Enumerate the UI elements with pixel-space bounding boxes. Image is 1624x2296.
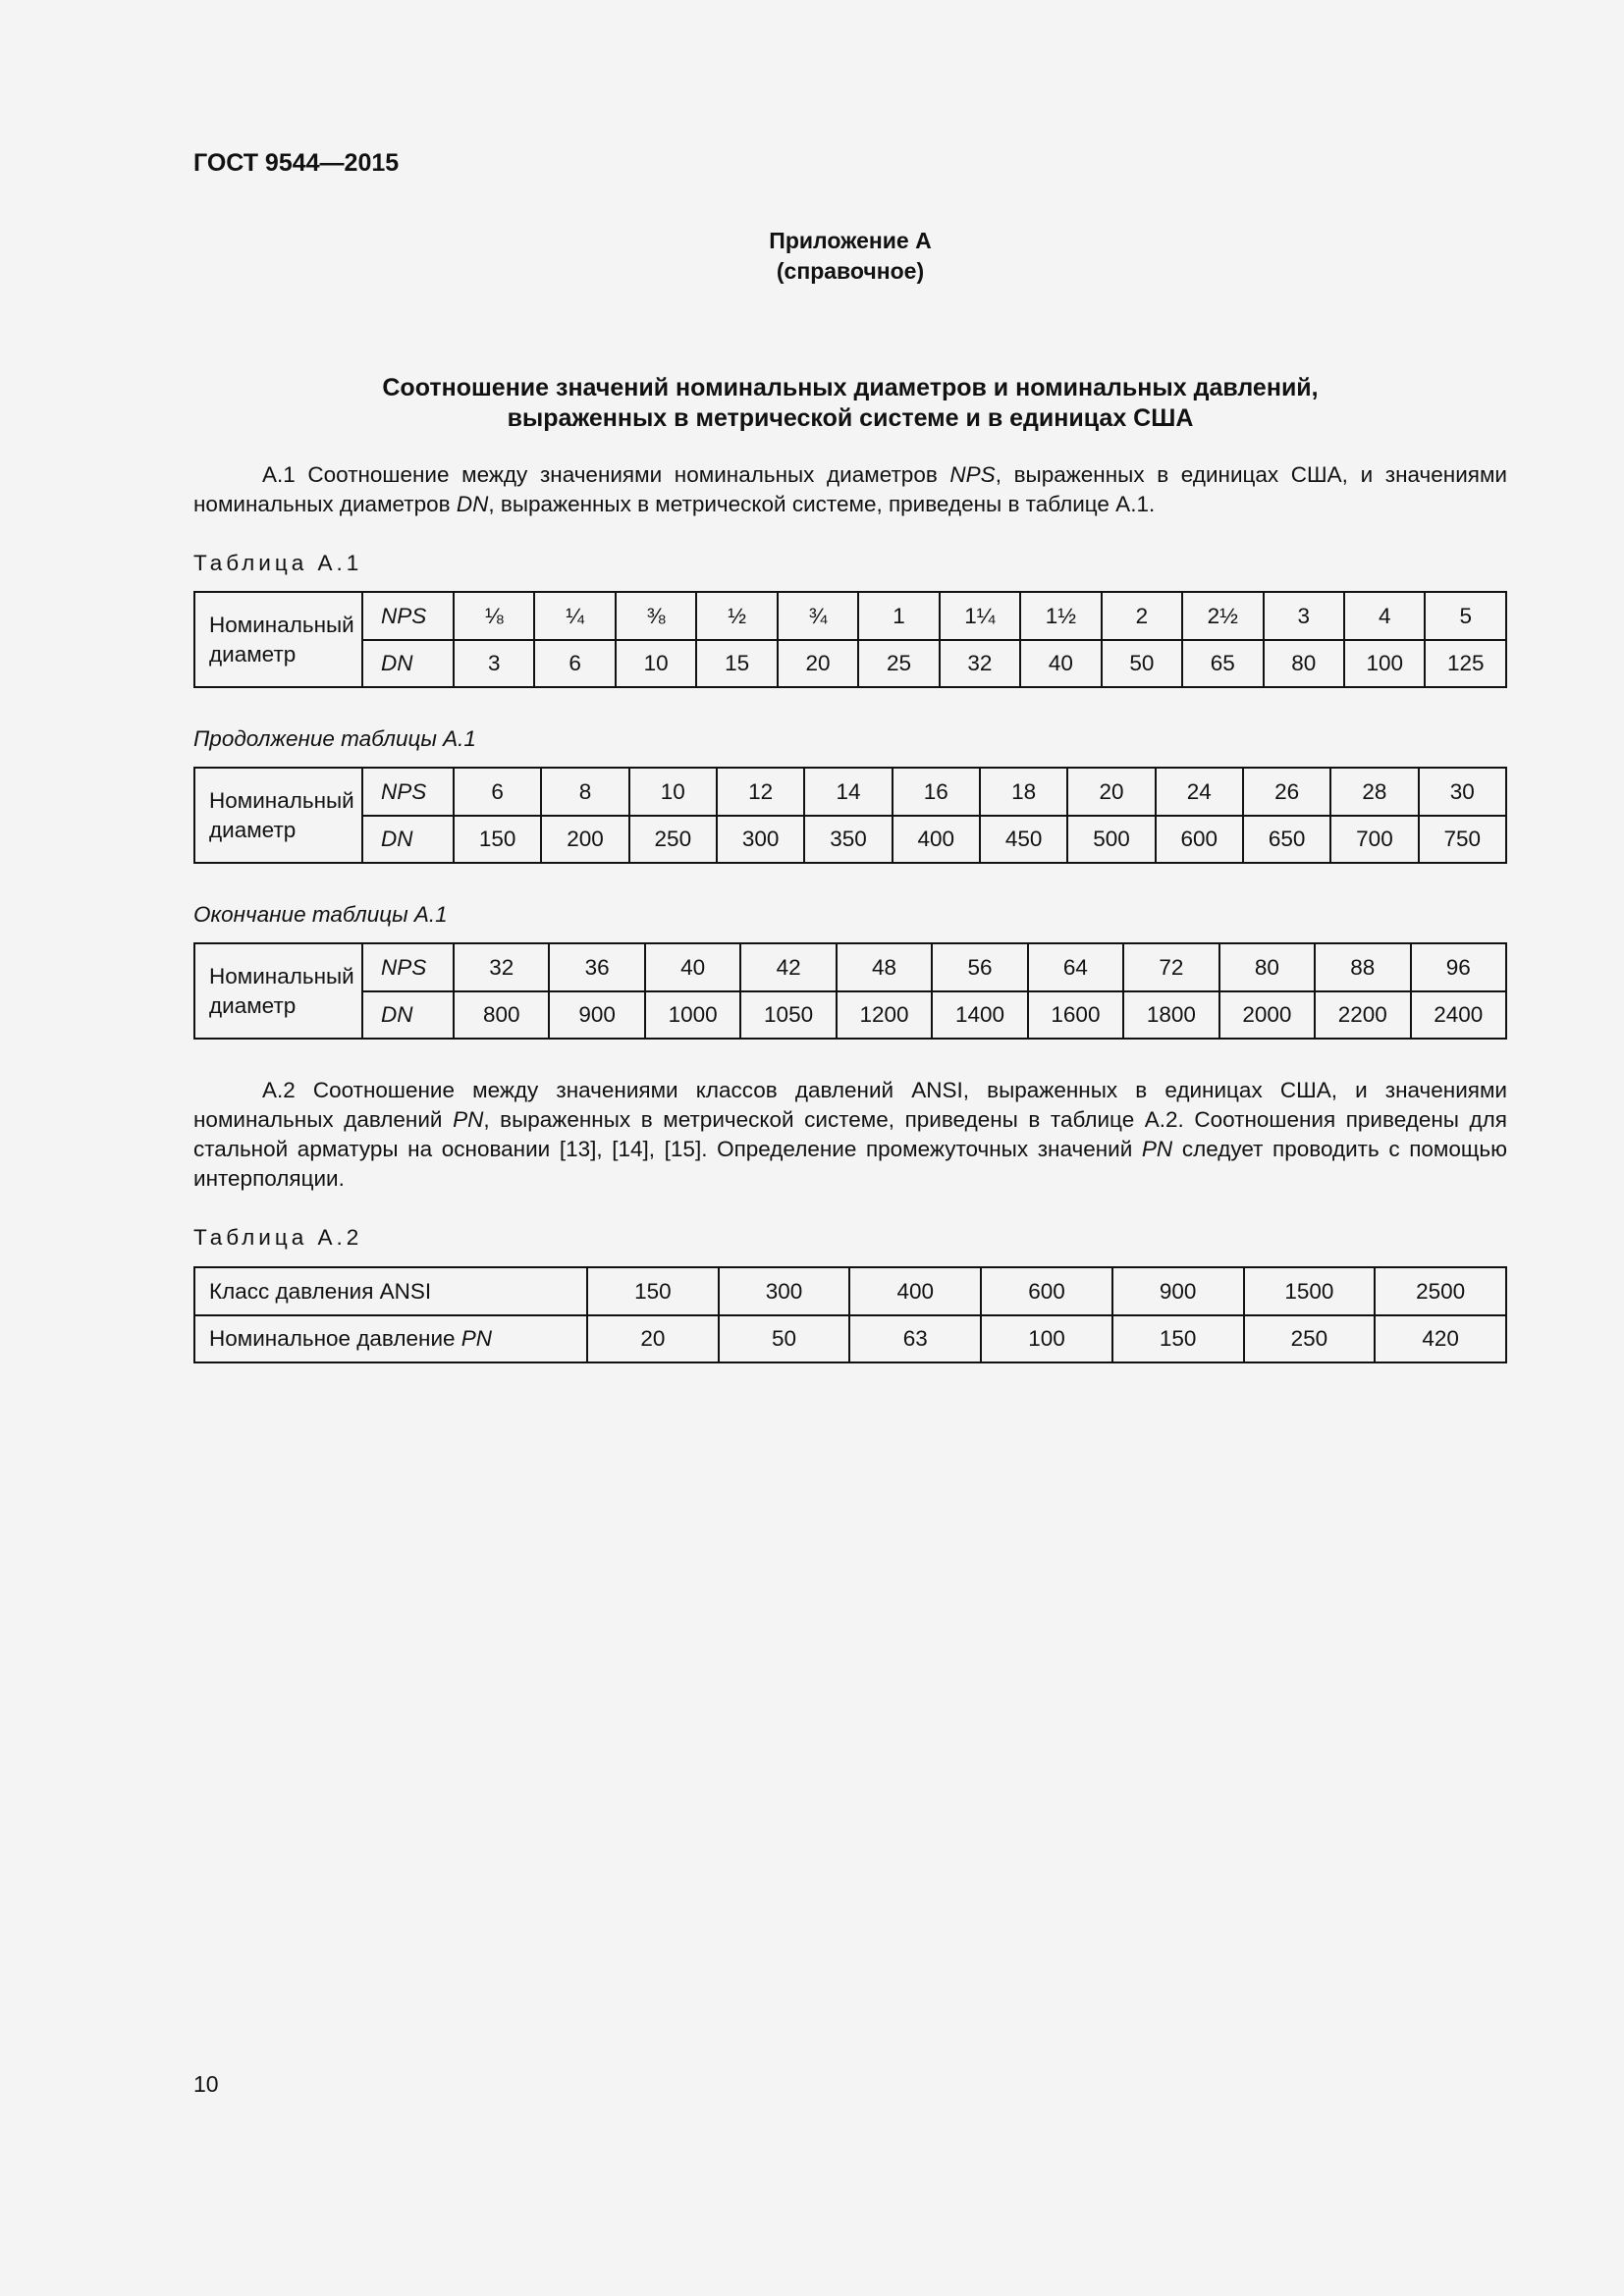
dn-value-cell: 250 [629, 816, 717, 863]
table-row-dn [194, 816, 1506, 863]
table-a1-end-caption: Окончание таблицы А.1 [193, 902, 448, 927]
nps-value-cell: ⅜ [616, 592, 696, 640]
dn-value-cell: 500 [1067, 816, 1155, 863]
nps-value-cell: 3 [1264, 592, 1344, 640]
dn-value-cell: 1000 [645, 991, 740, 1039]
dn-value-cell: 400 [893, 816, 980, 863]
pn-value-cell: 20 [587, 1315, 719, 1362]
nps-value-cell: 1½ [1020, 592, 1101, 640]
ansi-class-value-cell: 2500 [1375, 1267, 1506, 1315]
dn-label: DN [362, 991, 454, 1039]
nominal-diameter-label: Номинальный диаметр [194, 592, 362, 687]
dn-value-cell: 600 [1156, 816, 1243, 863]
nps-value-cell: 32 [454, 943, 549, 991]
dn-value-cell: 300 [717, 816, 804, 863]
table-a1-part2 [193, 767, 1507, 864]
nps-value-cell: 2 [1102, 592, 1182, 640]
nps-value-cell: ½ [696, 592, 777, 640]
paragraph-a2-pn: PN [453, 1107, 484, 1132]
paragraph-a1 [193, 460, 1507, 519]
dn-label: DN [362, 640, 454, 687]
nps-label: NPS [362, 943, 454, 991]
table-a1-caption: Таблица А.1 [193, 551, 363, 575]
nominal-diameter-label: Номинальный диаметр [194, 768, 362, 863]
paragraph-a2-pn2: PN [1141, 1137, 1173, 1161]
table-a1-part3 [193, 942, 1507, 1040]
nps-value-cell: ¾ [778, 592, 858, 640]
table-row-nps [194, 943, 1506, 991]
dn-value-cell: 3 [454, 640, 534, 687]
nps-value-cell: 8 [541, 768, 628, 816]
nominal-pressure-label [194, 1315, 587, 1362]
dn-value-cell: 450 [980, 816, 1067, 863]
pn-value-cell: 250 [1244, 1315, 1376, 1362]
pn-value-cell: 63 [849, 1315, 981, 1362]
nps-value-cell: 64 [1028, 943, 1123, 991]
paragraph-a1-dn: DN [456, 492, 489, 516]
dn-value-cell: 1400 [932, 991, 1027, 1039]
dn-value-cell: 80 [1264, 640, 1344, 687]
pn-value-cell: 100 [981, 1315, 1112, 1362]
dn-value-cell: 2000 [1219, 991, 1315, 1039]
paragraph-a2-text2: , выраженных в метрической системе, приведены в таблице А.2. Соотношения приведены для стальной арматуры на основании [13], [14], [15]. Определение промежуточных значений [193, 1107, 1507, 1161]
nps-value-cell: 28 [1330, 768, 1418, 816]
nps-value-cell: 20 [1067, 768, 1155, 816]
dn-value-cell: 10 [616, 640, 696, 687]
nps-value-cell: 42 [740, 943, 836, 991]
table-row-pn [194, 1315, 1506, 1362]
dn-value-cell: 40 [1020, 640, 1101, 687]
document-id-header: ГОСТ 9544—2015 [193, 149, 400, 177]
dn-value-cell: 200 [541, 816, 628, 863]
table-row-nps [194, 768, 1506, 816]
table-row-ansi-class [194, 1267, 1506, 1315]
paragraph-a1-text1: А.1 Соотношение между значениями номинальных диаметров [262, 462, 950, 487]
paragraph-a2-text1: А.2 Соотношение между значениями классов давлений ANSI, выраженных в единицах США, и значениями номинальных давлений [193, 1078, 1507, 1132]
section-title-line2: выраженных в метрической системе и в единицах США [507, 404, 1194, 432]
dn-value-cell: 750 [1419, 816, 1506, 863]
annex-title: Приложение А [769, 228, 932, 253]
dn-value-cell: 150 [454, 816, 541, 863]
dn-value-cell: 20 [778, 640, 858, 687]
page-number: 10 [193, 2071, 219, 2097]
pn-value-cell: 420 [1375, 1315, 1506, 1362]
ansi-class-value-cell: 150 [587, 1267, 719, 1315]
nps-value-cell: 56 [932, 943, 1027, 991]
ansi-class-value-cell: 400 [849, 1267, 981, 1315]
nps-value-cell: 26 [1243, 768, 1330, 816]
paragraph-a1-text2: , выраженных в единицах США, и значениями номинальных диаметров [193, 462, 1507, 516]
nps-value-cell: 6 [454, 768, 541, 816]
table-a2 [193, 1266, 1507, 1363]
nps-value-cell: 1 [858, 592, 939, 640]
nps-value-cell: 10 [629, 768, 717, 816]
nps-value-cell: 72 [1123, 943, 1218, 991]
nps-value-cell: 24 [1156, 768, 1243, 816]
ansi-class-label: Класс давления ANSI [194, 1267, 587, 1315]
nps-value-cell: ¼ [534, 592, 615, 640]
nps-label: NPS [362, 592, 454, 640]
dn-value-cell: 2400 [1411, 991, 1506, 1039]
nps-value-cell: 4 [1344, 592, 1425, 640]
dn-label: DN [362, 816, 454, 863]
dn-value-cell: 2200 [1315, 991, 1410, 1039]
table-row-dn [194, 991, 1506, 1039]
nominal-pressure-text: Номинальное давление [209, 1326, 461, 1351]
nps-value-cell: 1¼ [940, 592, 1020, 640]
dn-value-cell: 1800 [1123, 991, 1218, 1039]
dn-value-cell: 650 [1243, 816, 1330, 863]
dn-value-cell: 100 [1344, 640, 1425, 687]
dn-value-cell: 700 [1330, 816, 1418, 863]
nps-value-cell: 16 [893, 768, 980, 816]
nps-value-cell: ⅛ [454, 592, 534, 640]
nps-value-cell: 48 [837, 943, 932, 991]
dn-value-cell: 900 [549, 991, 644, 1039]
dn-value-cell: 1200 [837, 991, 932, 1039]
dn-value-cell: 125 [1425, 640, 1506, 687]
nps-value-cell: 5 [1425, 592, 1506, 640]
nominal-diameter-label: Номинальный диаметр [194, 943, 362, 1039]
ansi-class-value-cell: 600 [981, 1267, 1112, 1315]
dn-value-cell: 350 [804, 816, 892, 863]
table-row-nps [194, 592, 1506, 640]
nps-value-cell: 96 [1411, 943, 1506, 991]
dn-value-cell: 65 [1182, 640, 1263, 687]
dn-value-cell: 25 [858, 640, 939, 687]
nps-value-cell: 80 [1219, 943, 1315, 991]
dn-value-cell: 1600 [1028, 991, 1123, 1039]
nps-value-cell: 36 [549, 943, 644, 991]
nps-value-cell: 40 [645, 943, 740, 991]
pn-value-cell: 50 [719, 1315, 850, 1362]
pn-symbol: PN [460, 1326, 493, 1351]
section-title-line1: Соотношение значений номинальных диаметров и номинальных давлений, [382, 374, 1319, 401]
paragraph-a2-text3: следует проводить с помощью интерполяции. [193, 1137, 1507, 1191]
paragraph-a1-nps: NPS [949, 462, 996, 487]
nps-value-cell: 14 [804, 768, 892, 816]
nps-value-cell: 2½ [1182, 592, 1263, 640]
dn-value-cell: 1050 [740, 991, 836, 1039]
table-row-dn [194, 640, 1506, 687]
ansi-class-value-cell: 900 [1112, 1267, 1244, 1315]
table-a2-caption: Таблица А.2 [193, 1225, 363, 1250]
table-a1-continuation-caption: Продолжение таблицы А.1 [193, 726, 476, 751]
dn-value-cell: 32 [940, 640, 1020, 687]
ansi-class-value-cell: 300 [719, 1267, 850, 1315]
nps-label: NPS [362, 768, 454, 816]
section-title [193, 373, 1507, 434]
dn-value-cell: 800 [454, 991, 549, 1039]
annex-heading [193, 226, 1507, 287]
nps-value-cell: 18 [980, 768, 1067, 816]
paragraph-a1-text3: , выраженных в метрической системе, приведены в таблице А.1. [488, 492, 1156, 516]
paragraph-a2 [193, 1076, 1507, 1194]
dn-value-cell: 15 [696, 640, 777, 687]
dn-value-cell: 50 [1102, 640, 1182, 687]
dn-value-cell: 6 [534, 640, 615, 687]
nps-value-cell: 88 [1315, 943, 1410, 991]
pn-value-cell: 150 [1112, 1315, 1244, 1362]
annex-subtitle: (справочное) [776, 258, 925, 284]
nps-value-cell: 30 [1419, 768, 1506, 816]
ansi-class-value-cell: 1500 [1244, 1267, 1376, 1315]
table-a1-part1 [193, 591, 1507, 688]
nps-value-cell: 12 [717, 768, 804, 816]
